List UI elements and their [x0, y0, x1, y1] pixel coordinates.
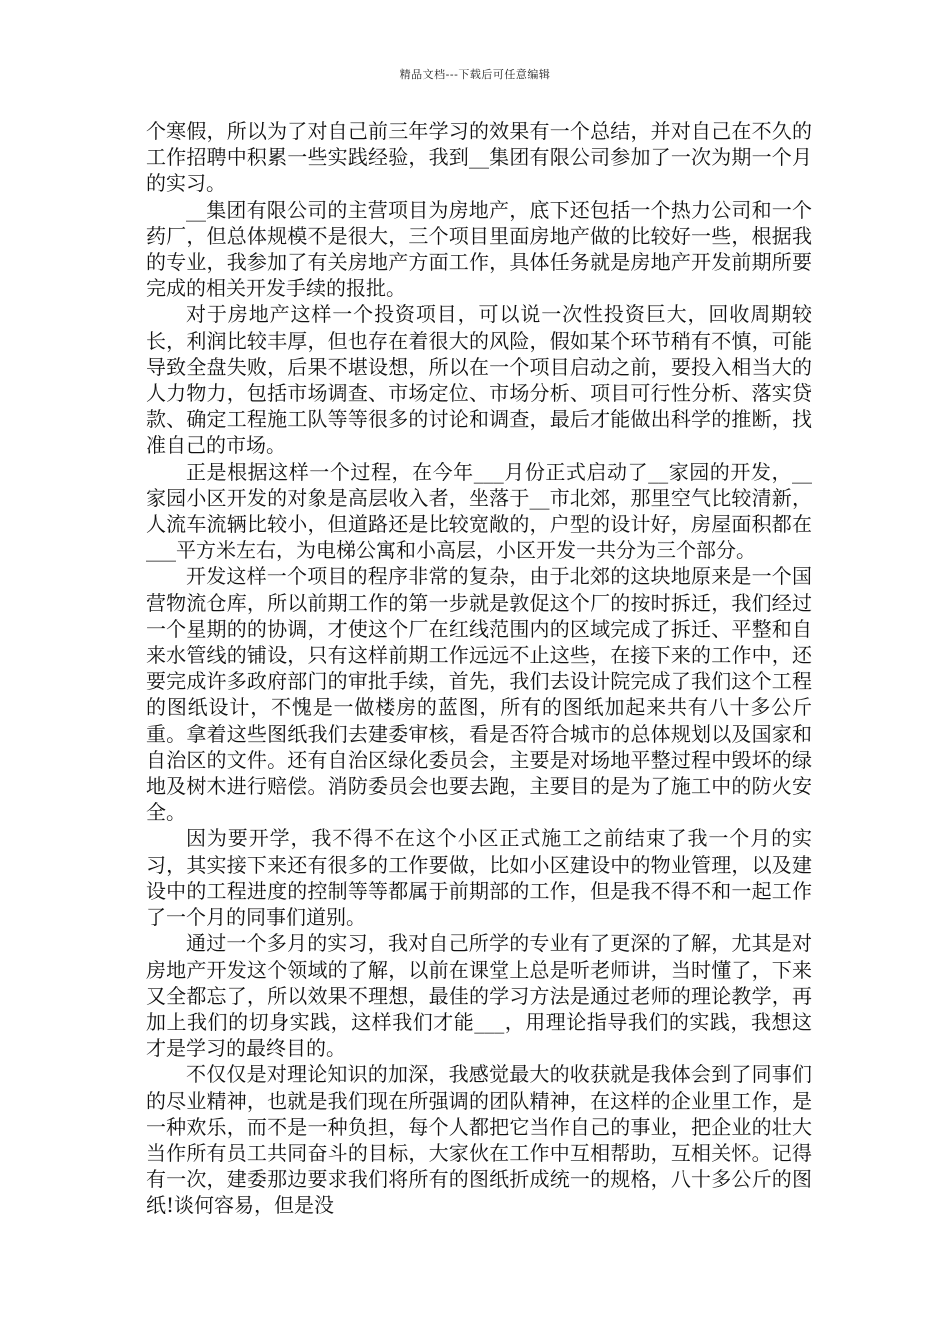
paragraph: 通过一个多月的实习，我对自己所学的专业有了更深的了解，尤其是对房地产开发这个领域的了解，以前在课堂上总是听老师讲，当时懂了，下来又全都忘了，所以效果不理想，最佳的学习方法是通过老师的理论教学，再加上我们的切身实践，这样我们才能___，用理论指导我们的实践，我想这才是学习的最终目的。 — [146, 931, 812, 1061]
page-header: 精品文档---下载后可任意编辑 — [399, 68, 551, 81]
paragraph: 个寒假，所以为了对自己前三年学习的效果有一个总结，并对自己在不久的工作招聘中积累一些实践经验，我到__集团有限公司参加了一次为期一个月的实习。 — [146, 119, 812, 196]
paragraph: 不仅仅是对理论知识的加深，我感觉最大的收获就是我体会到了同事们的尽业精神，也就是我们现在所强调的团队精神，在这样的企业里工作，是一种欢乐，而不是一种负担，每个人都把它当作自己的事业，把企业的壮大当作所有员工共同奋斗的目标，大家伙在工作中互相帮助，互相关怀。记得有一次，建委那边要求我们将所有的图纸折成统一的规格，八十多公斤的图纸!谈何容易，但是没 — [146, 1062, 812, 1218]
document-body — [146, 118, 812, 1219]
paragraph: 因为要开学，我不得不在这个小区正式施工之前结束了我一个月的实习，其实接下来还有很多的工作要做，比如小区建设中的物业管理，以及建设中的工程进度的控制等等都属于前期部的工作，但是我不得不和一起工作了一个月的同事们道别。 — [146, 826, 812, 930]
paragraph: 开发这样一个项目的程序非常的复杂，由于北郊的这块地原来是一个国营物流仓库，所以前期工作的第一步就是敦促这个厂的按时拆迁，我们经过一个星期的的协调，才使这个厂在红线范围内的区域完成了拆迁、平整和自来水管线的铺设，只有这样前期工作远远不止这些，在接下来的工作中，还要完成许多政府部门的审批手续，首先，我们去设计院完成了我们这个工程的图纸设计，不愧是一做楼房的蓝图，所有的图纸加起来共有八十多公斤重。拿着这些图纸我们去建委审核，看是否符合城市的总体规划以及国家和自治区的文件。还有自治区绿化委员会，主要是对场地平整过程中毁坏的绿地及树木进行赔偿。消防委员会也要去跑，主要目的是为了施工中的防火安全。 — [146, 564, 812, 825]
paragraph: 正是根据这样一个过程，在今年___月份正式启动了__家园的开发，__家园小区开发的对象是高层收入者，坐落于__市北郊，那里空气比较清新，人流车流辆比较小，但道路还是比较宽敞的，户型的设计好，房屋面积都在___平方米左右，为电梯公寓和小高层，小区开发一共分为三个部分。 — [146, 459, 812, 563]
paragraph: 对于房地产这样一个投资项目，可以说一次性投资巨大，回收周期较长，利润比较丰厚，但也存在着很大的风险，假如某个环节稍有不慎，可能导致全盘失败，后果不堪设想，所以在一个项目启动之前，要投入相当大的人力物力，包括市场调查、市场定位、市场分析、项目可行性分析、落实贷款、确定工程施工队等等很多的讨论和调查，最后才能做出科学的推断，找准自己的市场。 — [146, 302, 812, 458]
paragraph: __集团有限公司的主营项目为房地产，底下还包括一个热力公司和一个药厂，但总体规模不是很大，三个项目里面房地产做的比较好一些，根据我的专业，我参加了有关房地产方面工作，具体任务就是房地产开发前期所要完成的相关开发手续的报批。 — [146, 197, 812, 301]
